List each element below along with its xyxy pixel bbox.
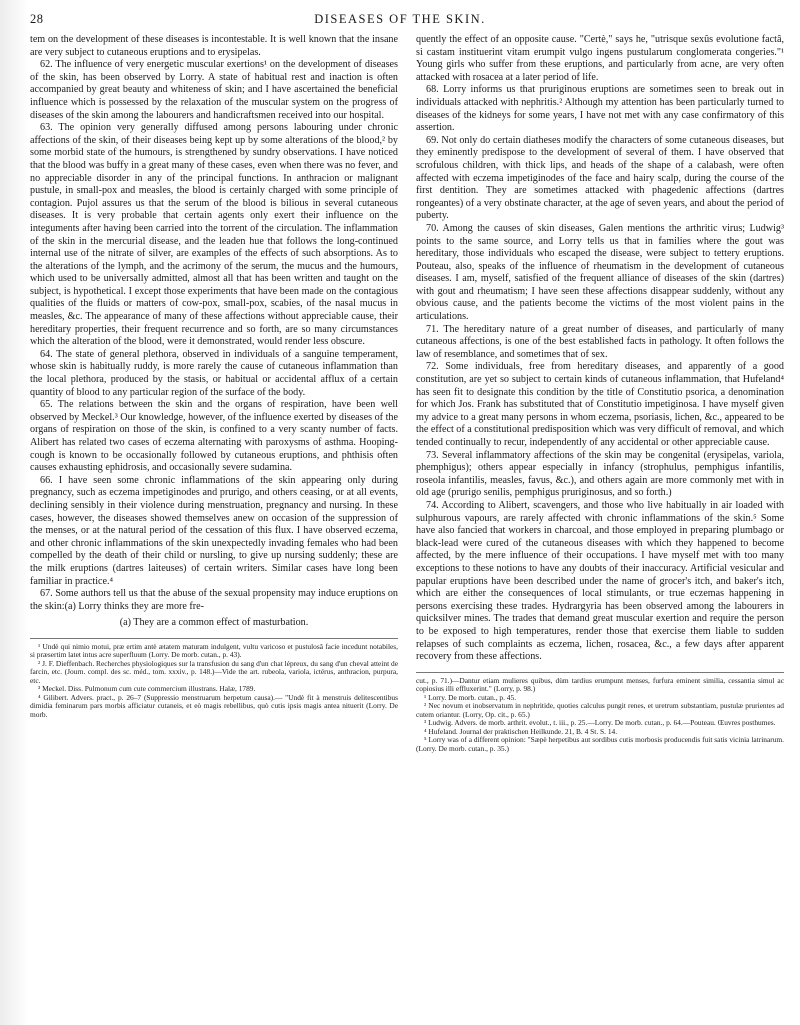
paragraph: 69. Not only do certain diatheses modify the characters of some cutaneous diseases, but they eminently predispose to the development of several of them. I have observed that scrofulous children, with thick lips, and heads of the shape of a calabash, were often affected with eczema impetiginodes of the face and hairy scalp, during the course of the first dentition. They are sometimes attacked with phagedenic affections (dartres rongeantes) of a very obstinate character, at the age of seven years, and about the period of puberty. [416,134,784,222]
page-number: 28 [30,12,44,26]
footnote: cut., p. 71.)—Dantur etiam mulieres quibus, dùm tardius erumpunt menses, furfura eminent similia, cessantia simul ac copiosius illi effluxerint." (Lorry, p. 98.) [416,675,784,694]
paragraph: 73. Several inflammatory affections of the skin may be congenital (erysipelas, variola, phemphigus); others appear especially in infancy (strophulus, pemphigus infantilis, roseola infantilis, measles, favus, &c.), and others again are more commonly met with in old age (prurigo senilis, pemphigus pruriginosus, and so forth.) [416,449,784,499]
footnote: ¹ Lorry. De morb. cutan., p. 45. [424,692,517,702]
footnote: ⁴ Gilibert. Advers. pract., p. 26–7 (Suppressio menstruarum herpetum causa).— "Undè fit à menstruis delitescentibus dimidia feminarum pars morbis afficiatur cutaneis, et eò magis rebellibus, quò cutis ipsis magis antea nituerit (Lorry. De morb. [30,692,398,719]
footnote: ³ Meckel. Diss. Pulmonum cum cute commercium illustrans. Halæ, 1789. [38,684,256,694]
running-header [14,12,786,34]
paragraph: quently the effect of an opposite cause. "Certè," says he, "utrisque sexûs evolutione factâ, si castam instituerint vitam erumpit vulgo ingens pustularum conglomerata congeries."¹ Young girls who suffer from these eruptions, and particularly from acne, are very often attacked with rosacea at a later period of life. [416,34,784,83]
footnote: ² Nec novum et inobservatum in nephritide, quoties calculus pungit renes, et uretrum substantiam, pustulæ prurientes ad cutem oriantur. (Lorry, Op. cit., p. 65.) [416,701,784,719]
footnotes [416,672,784,754]
left-column [30,34,398,753]
paragraph: 64. The state of general plethora, observed in individuals of a sanguine temperament, whose skin is habitually ruddy, is more rarely the cause of cutaneous inflammation than the local plethora, produced by the stasis, or habitual or accidental afflux of a certain quantity of blood to any particular region of the surface of the body. [30,348,398,398]
paragraph: 66. I have seen some chronic inflammations of the skin appearing only during pregnancy, such as eczema impetiginodes and prurigo, and others ceasing, or at all events, declining sensibly in their violence during menstruation, pregnancy and nursing. In these cases, however, the diseases showed themselves anew on occasion of the suppression of the menses, or at the natural period of the cessation of this flux. I have observed eczema, and other chronic inflammations of the skin unexpectedly invading females who had been compelled by the death of their child or nursling, to give up nursing suddenly; these are the milk eruptions (dartres laiteuses) of certain writers. Similar cases have long been familiar in practice.⁴ [30,474,398,587]
paragraph: 63. The opinion very generally diffused among persons labouring under chronic affections of the skin, of their diseases being kept up by some alterations of the blood,² by some morbid state of the humours, is strengthened by sundry observations. I have noticed that the blood was buffy in a great many of these cases, even when there was no fever, and no appreciable disorder in any of the principal functions. In anthracion or malignant pustule, in small-pox and measles, the blood is certainly charged with some principle of contagion. Pujol assures us that the serum of the blood is bilious in several cutaneous diseases. It is very probable that certain agents only exert their influence on the integuments after having been carried into the torrent of the circulation. The inflammation of the skin in the mercurial disease, and the leaden hue that follows the long-continued internal use of the nitrate of silver, are examples of the effects of such absorptions. As to the alterations of the lymph, and the acrimony of the serum, the mucus and the humours, which used to be universally admitted, almost all that has been written and taught on the subject, is hypothetical. I except those experiments that have been made on the contagious qualities of the fluids or matters of cow-pox, small-pox, scabies, of the nasal mucus in measles, &c. The appearance of many of these affections without appreciable cause, their hereditary properties, their frequent recurrence and so forth, are so many circumstances which the alteration of the blood, were it demonstrated, would render less obscure. [30,122,398,348]
paragraph: 67. Some authors tell us that the abuse of the sexual propensity may induce eruptions on the skin:(a) Lorry thinks they are more fre- [30,588,398,612]
running-title: DISEASES OF THE SKIN. [314,12,486,26]
paragraph: 74. According to Alibert, scavengers, and those who live habitually in air loaded with sulphurous vapours, are rarely affected with chronic inflammations of the skin.⁵ Some have also fancied that workers in charcoal, and those employed in preparing plumbago or black-lead were cured of the cutaneous diseases with which they happened to become affected, by the mere influence of their occupations. I have myself met with too many exceptions to these notions to have any doubts of their inaccuracy. Artificial vesicular and papular eruptions have been described under the name of grocer's itch, and baker's itch, which are either the consequences of local stimulants, or true eczemas happening in persons exercising these trades. Hydrargyria has been observed among the labourers in quicksilver mines. The trades that demand great muscular exertion and require the person to be exposed to high temperatures, render those that exercise them liable to sudden relapses of such complaints as eczema, lichen, rosacea, &c., a few days after apparent recovery from these affections. [416,499,784,663]
paragraph: 70. Among the causes of skin diseases, Galen mentions the arthritic virus; Ludwig³ points to the same source, and Lorry tells us that in families where the gout was hereditary, those individuals who escaped the disease, were subject to tettery eruptions. Pouteau, also, speaks of the influence of rheumatism in the development of cutaneous diseases. I am, myself, satisfied of the frequent alliance of diseases of the skin (dartres) with gout and rheumatism; I have seen these affections disappear suddenly, without any obvious cause, and the patients become the victims of the most violent pains in the articulations. [416,222,784,323]
footnotes [30,638,398,720]
paragraph: tem on the development of these diseases is incontestable. It is well known that the insane are very subject to cutaneous eruptions and to erysipelas. [30,34,398,58]
paragraph: 68. Lorry informs us that pruriginous eruptions are sometimes seen to break out in individuals attacked with nephritis.² Although my attention has been particularly turned to diseases of the kidneys for some years, I have not met with any case confirmatory of this assertion. [416,84,784,134]
footnote: ¹ Undè qui nimio motui, præ ertim antè ætatem maturam indulgent, vultu varicoso et pustulosâ facie incedunt notabiles, si præsertim latet intus acre superfluum (Lorry. De morb. cutan., p. 43). [30,641,398,660]
paragraph: 62. The influence of very energetic muscular exertions¹ on the development of diseases of the skin, has been observed by Lorry. A state of habitual rest and inaction is often accompanied by great beauty and whiteness of skin; and I have ascertained the beneficial influence which is possessed by the relaxation of the muscular system on the progress of diseases of the skin among the labourers and handicraftsmen received into our hospital. [30,59,398,121]
paragraph: 65. The relations between the skin and the organs of respiration, have been well observed by Meckel.³ Our knowledge, however, of the influence exerted by diseases of the organs of respiration on those of the skin, is confined to a very scanty number of facts. Alibert has related two cases of eczema alternating with paroxysms of asthma. Hooping-cough is known to be occasionally followed by cutaneous eruptions, and phthisis often causes exhausting ephidrosis, and occasionally severe sudamina. [30,399,398,474]
footnote: ⁵ Lorry was of a different opinion: "Sæpè herpetibus aut sordibus cutis morbosis producendis fuit satis vicinia latrinarum. (Lorry. De morb. cutan., p. 35.) [416,735,784,753]
two-column-body [30,34,784,753]
footnote: ² J. F. Dieffenbach. Recherches physiologiques sur la transfusion du sang d'un chat lépreux, du sang d'un cheval atteint de farcin, etc. (Journ. compl. des sc. méd., tom. xxxiv., p. 148.)—Vide the art. rubeola, variola, ictérus, anthracion, purpura, etc. [30,658,398,685]
editor-note: (a) They are a common effect of masturbation. [119,617,309,629]
paragraph: 71. The hereditary nature of a great number of diseases, and particularly of many cutaneous affections, is one of the best established facts in pathology. It often follows the law of resemblance, and sometimes that of sex. [416,323,784,360]
paragraph: 72. Some individuals, free from hereditary diseases, and apparently of a good constitution, are yet so subject to certain kinds of cutaneous inflammation, that Hufeland⁴ has seen fit to designate this condition by the title of Constitutio psorica, a denomination for which Jos. Frank has substituted that of Constitutio impetiginosa. I have myself given my advice to a great many persons in whom eczema, psoriasis, lichen, &c., appeared to be the effect of a constitutional predisposition which was very difficult of removal, and which tended continually to recur, independently of any accidental or other appreciable cause. [416,361,784,448]
right-column [416,34,784,753]
footnote: ⁴ Hufeland. Journal der praktischen Heilkunde. 21, B. 4 St. S. 14. [424,726,618,736]
footnote: ³ Ludwig. Advers. de morb. arthrit. evolut., t. iii., p. 25.—Lorry. De morb. cutan., p. 64.—Pouteau. Œuvres posthumes. [424,718,776,728]
